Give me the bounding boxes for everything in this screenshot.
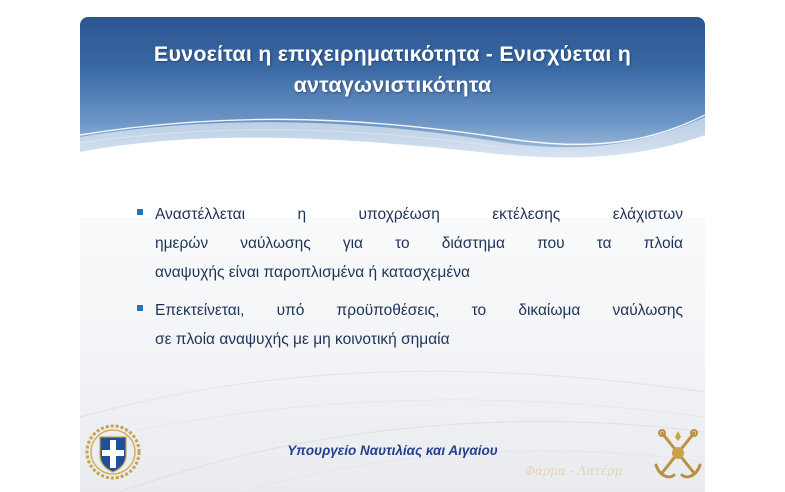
bullet-item: [135, 296, 683, 354]
bullet-text: [155, 200, 683, 287]
bullet-line: αναψυχής είναι παροπλισμένα ή κατασχεμένα: [155, 264, 470, 281]
bullet-marker-icon: [137, 305, 143, 311]
slide-title: [80, 39, 705, 101]
bullet-line: σε πλοία αναψυχής με μη κοινοτική σημαία: [155, 331, 450, 348]
presentation-slide: [80, 17, 705, 492]
bullet-list: [135, 200, 683, 363]
bullet-line: Αναστέλλεται η υποχρέωση εκτέλεσης ελάχιστων: [155, 206, 683, 223]
bullet-line: Επεκτείνεται, υπό προϋποθέσεις, το δικαίωμα ναύλωσης: [155, 302, 683, 319]
bullet-line: ημερών ναύλωσης για το διάστημα που τα πλοία: [155, 235, 683, 252]
slide-title-line-1: Ευνοείται η επιχειρηματικότητα - Ενισχύεται η: [153, 42, 632, 66]
slide-title-line-2: ανταγωνιστικότητα: [293, 73, 492, 97]
crossed-anchors-emblem-icon: [652, 425, 704, 483]
bullet-marker-icon: [137, 209, 143, 215]
bullet-text: [155, 296, 683, 354]
faint-script-text: Φάρμα - Λατέρμ: [525, 464, 623, 478]
bullet-item: [135, 200, 683, 287]
ministry-footer: Υπουργείο Ναυτιλίας και Αιγαίου: [287, 443, 498, 458]
